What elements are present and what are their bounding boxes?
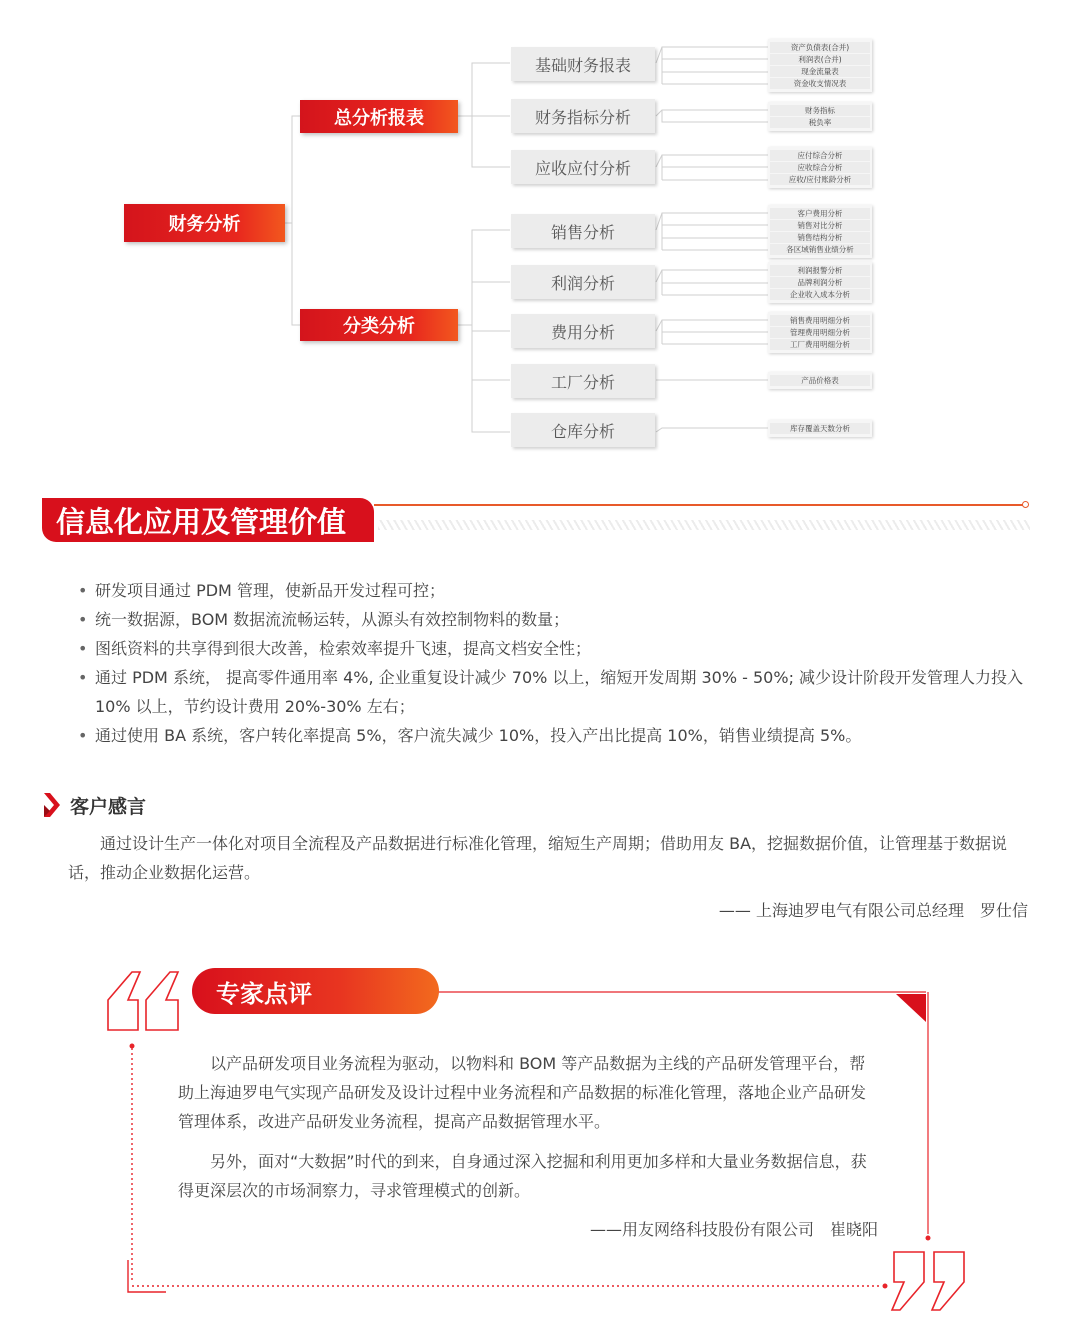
customer-quote-author: —— 上海迪罗电气有限公司总经理 罗仕信 [718, 901, 1028, 920]
mind-map-leaf-group [768, 39, 872, 92]
mind-map-leaf: 销售费用明细分析 [770, 315, 870, 326]
mind-map-leaf: 应付综合分析 [770, 150, 870, 161]
expert-review-frame [100, 960, 980, 1320]
customer-testimonial-header [42, 790, 146, 820]
section-rule-dot [1022, 501, 1029, 508]
list-item: • 研发项目通过 PDM 管理，使新品开发过程可控； [78, 576, 1038, 605]
list-item: • 图纸资料的共享得到很大改善，检索效率提升飞速，提高文档安全性； [78, 634, 1038, 663]
section-header [42, 498, 1032, 544]
mind-map-node: 财务指标分析 [511, 99, 655, 133]
list-item: • 通过使用 BA 系统，客户转化率提高 5%，客户流失减少 10%，投入产出比提高 10%，销售业绩提高 5%。 [78, 721, 1038, 750]
expert-review-title: 专家点评 [192, 968, 439, 1014]
mind-map-leaf: 应收/应付账龄分析 [770, 174, 870, 185]
mind-map-leaf: 企业收入成本分析 [770, 289, 870, 300]
close-quote-icon [892, 1252, 964, 1310]
chevron-right-icon [42, 792, 62, 818]
expert-review-author: ——用友网络科技股份有限公司 崔晓阳 [589, 1220, 878, 1239]
mind-map-leaf: 销售结构分析 [770, 232, 870, 243]
mind-map-node: 销售分析 [511, 214, 655, 248]
expert-paragraph: 以产品研发项目业务流程为驱动，以物料和 BOM 等产品数据为主线的产品研发管理平台，帮助上海迪罗电气实现产品研发及设计过程中业务流程和产品数据的标准化管理，落地企业产品研发管理体系，改进产品研发业务流程，提高产品数据管理水平。 [178, 1054, 867, 1131]
mind-map-leaf-group [768, 205, 872, 258]
mind-map-leaf: 税负率 [770, 117, 870, 128]
mind-map-leaf-group [768, 312, 872, 353]
mind-map-leaf: 现金流量表 [770, 66, 870, 77]
mind-map-branch-category: 分类分析 [300, 309, 458, 341]
mind-map-node: 工厂分析 [511, 364, 655, 398]
mind-map-leaf: 工厂费用明细分析 [770, 339, 870, 350]
customer-quote: 通过设计生产一体化对项目全流程及产品数据进行标准化管理，缩短生产周期；借助用友 BA，挖掘数据价值，让管理基于数据说话，推动企业数据化运营。 [68, 834, 1008, 882]
mind-map [0, 0, 1080, 460]
section-hatch-decoration [378, 520, 1030, 530]
mind-map-leaf: 销售对比分析 [770, 220, 870, 231]
mind-map-leaf-group [768, 420, 872, 437]
mind-map-leaf: 资金收支情况表 [770, 78, 870, 89]
value-bullet-list [78, 576, 1038, 750]
expert-paragraph: 另外，面对“大数据”时代的到来，自身通过深入挖掘和利用更加多样和大量业务数据信息，获得更深层次的市场洞察力，寻求管理模式的创新。 [178, 1152, 867, 1200]
mind-map-leaf-group [768, 147, 872, 188]
mind-map-node: 应收应付分析 [511, 150, 655, 184]
mind-map-node: 利润分析 [511, 265, 655, 299]
section-rule [374, 504, 1024, 506]
mind-map-leaf: 产品价格表 [770, 375, 870, 386]
list-item: • 通过 PDM 系统， 提高零件通用率 4%, 企业重复设计减少 70% 以上，缩短开发周期 30% - 50%; 减少设计阶段开发管理人力投入 10% 以上，节约设计费用 20%-30% 左右； [78, 663, 1038, 721]
expert-review [100, 960, 980, 1320]
customer-testimonial-title: 客户感言 [70, 795, 147, 818]
mind-map-node: 费用分析 [511, 314, 655, 348]
mind-map-root: 财务分析 [124, 204, 285, 242]
mind-map-leaf: 管理费用明细分析 [770, 327, 870, 338]
mind-map-branch-total: 总分析报表 [300, 100, 458, 133]
list-item: • 统一数据源，BOM 数据流流畅运转，从源头有效控制物料的数量； [78, 605, 1038, 634]
section-title: 信息化应用及管理价值 [42, 498, 374, 542]
mind-map-leaf: 财务指标 [770, 105, 870, 116]
mind-map-leaf: 各区域销售业绩分析 [770, 244, 870, 255]
mind-map-leaf-group [768, 262, 872, 303]
mind-map-leaf: 库存覆盖天数分析 [770, 423, 870, 434]
mind-map-leaf-group [768, 102, 872, 131]
mind-map-leaf: 利润报警分析 [770, 265, 870, 276]
mind-map-node: 仓库分析 [511, 413, 655, 447]
mind-map-leaf: 资产负债表(合并) [770, 42, 870, 53]
mind-map-leaf: 应收综合分析 [770, 162, 870, 173]
mind-map-node: 基础财务报表 [511, 47, 655, 81]
open-quote-icon [108, 972, 178, 1030]
mind-map-leaf: 客户费用分析 [770, 208, 870, 219]
mind-map-leaf: 利润表(合并) [770, 54, 870, 65]
mind-map-leaf: 品牌利润分析 [770, 277, 870, 288]
mind-map-leaf-group [768, 372, 872, 389]
